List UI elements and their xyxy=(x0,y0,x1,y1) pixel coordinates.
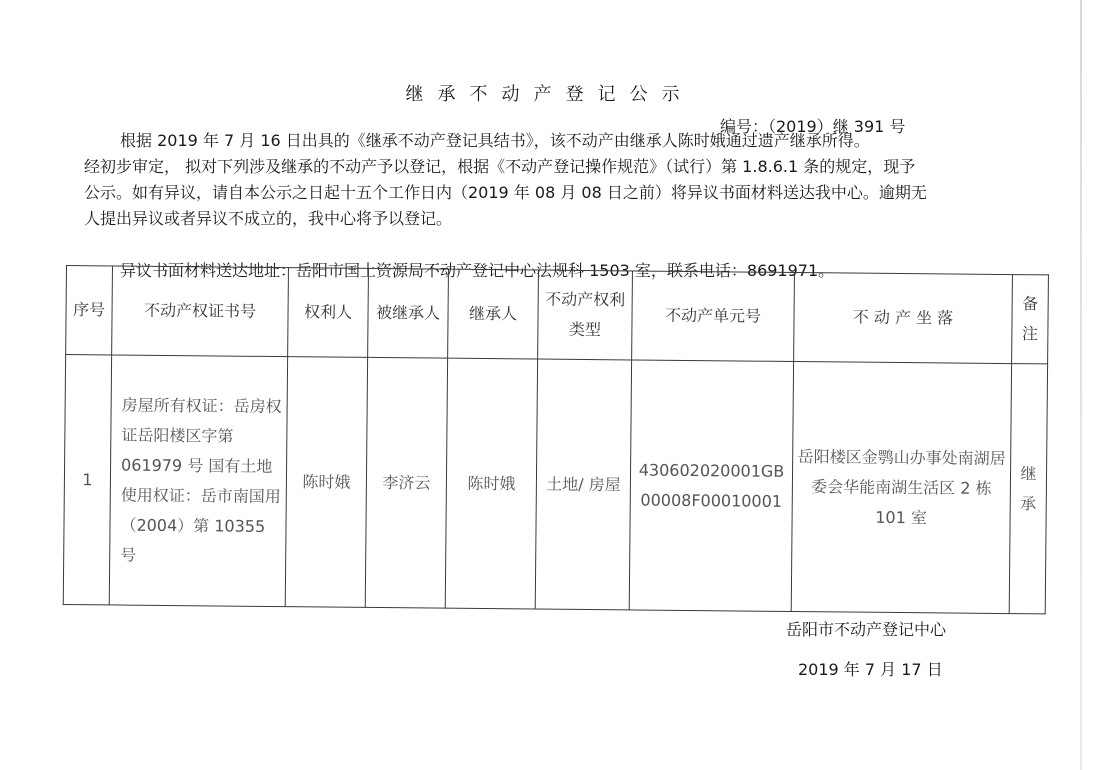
header-heir: 继承人 xyxy=(448,269,539,359)
cell-remark: 继承 xyxy=(1009,364,1047,614)
header-owner: 权利人 xyxy=(288,268,369,358)
header-decedent: 被继承人 xyxy=(368,268,449,358)
cell-heir: 陈时娥 xyxy=(445,358,537,609)
body-line-3: 公示。如有异议，请自本公示之日起十五个工作日内（2019 年 08 月 08 日之前）将异议书面材料送达我中心。逾期无 xyxy=(84,183,927,202)
header-unit-no: 不动产单元号 xyxy=(632,271,795,362)
body-line-2: 经初步审定， 拟对下列涉及继承的不动产予以登记，根据《不动产登记操作规范》（试行）第 1.8.6.1 条的规定，现予 xyxy=(84,157,916,176)
header-seq: 序号 xyxy=(66,266,113,355)
issuer-name: 岳阳市不动产登记中心 xyxy=(786,620,947,639)
cell-location: 岳阳楼区金鹗山办事处南湖居委会华能南湖生活区 2 栋 101 室 xyxy=(791,361,1011,613)
header-location: 不 动 产 坐 落 xyxy=(794,272,1013,363)
document-number: 编号：（2019）继 391 号 xyxy=(720,117,906,136)
scan-edge-line xyxy=(1080,0,1082,770)
table-row xyxy=(63,355,1047,614)
objection-address: 异议书面材料送达地址：岳阳市国土资源局不动产登记中心法规科 1503 室，联系电话：8691971。 xyxy=(120,261,835,280)
header-remark: 备注 xyxy=(1012,275,1049,364)
issue-date: 2019 年 7 月 17 日 xyxy=(798,660,943,679)
body-line-1: 根据 2019 年 7 月 16 日出具的《继承不动产登记具结书》，该不动产由继承人陈时娥通过遗产继承所得。 xyxy=(120,131,870,150)
cell-right-type: 土地/ 房屋 xyxy=(535,359,631,610)
document-title: 继承不动产登记公示 xyxy=(405,84,694,105)
header-right-type: 不动产权利类型 xyxy=(538,270,633,360)
cell-owner: 陈时娥 xyxy=(285,357,367,608)
body-line-4: 人提出异议或者异议不成立的，我中心将予以登记。 xyxy=(84,209,453,228)
table-header-row xyxy=(66,266,1049,364)
header-cert-no: 不动产权证书号 xyxy=(112,266,289,357)
cell-cert-no: 房屋所有权证：岳房权证岳阳楼区字第 061979 号 国有土地使用权证：岳市南国用（2004）第 10355 号 xyxy=(109,355,287,607)
cell-unit-no: 430602020001GB00008F00010001 xyxy=(629,360,793,612)
property-table xyxy=(63,265,1048,614)
cell-decedent: 李济云 xyxy=(365,357,447,608)
notice-body xyxy=(84,128,1024,232)
cell-seq: 1 xyxy=(63,355,111,605)
